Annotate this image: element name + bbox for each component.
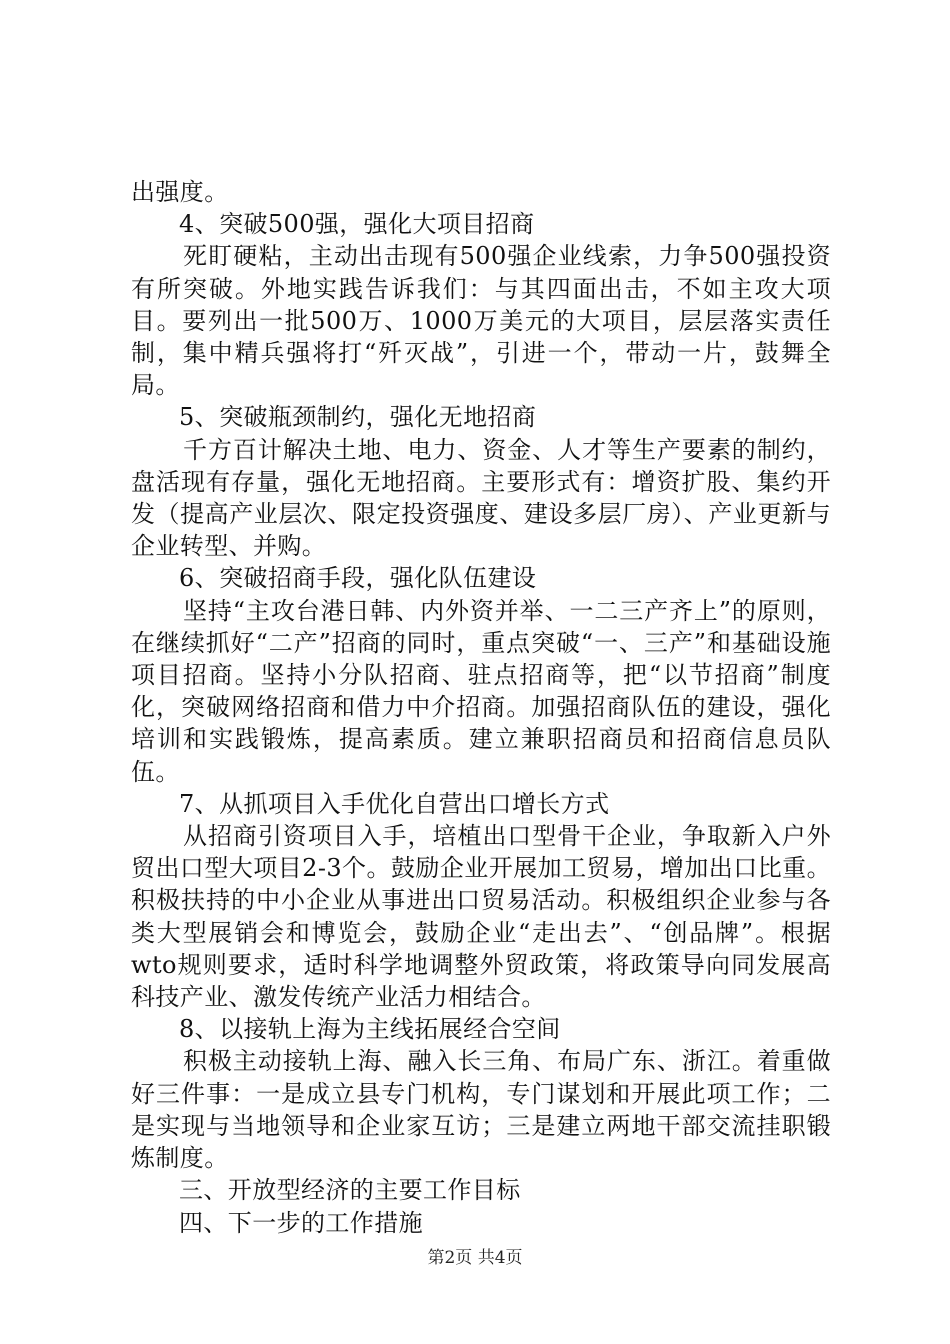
section-heading-5: 5、突破瓶颈制约，强化无地招商 — [179, 403, 537, 432]
section-heading-7: 7、从抓项目入手优化自营出口增长方式 — [179, 789, 610, 818]
section-heading-6: 6、突破招商手段，强化队伍建设 — [179, 564, 537, 593]
paragraph-section-8: 积极主动接轨上海、融入长三角、布局广东、浙江。着重做好三件事：一是成立县专门机构，专门谋划和开展此项工作；二是实现与当地领导和企业家互访；三是建立两地干部交流挂职锻炼制度。 — [131, 1047, 831, 1173]
paragraph-section-5: 千方百计解决土地、电力、资金、人才等生产要素的制约，盘活现有存量，强化无地招商。主要形式有：增资扩股、集约开发（提高产业层次、限定投资强度、建设多层厂房）、产业更新与企业转型、并购。 — [131, 435, 831, 561]
page-number-label: 第2页 共4页 — [427, 1248, 523, 1268]
section-heading-4: 4、突破500强，强化大项目招商 — [179, 210, 535, 239]
page-footer — [0, 1243, 950, 1268]
section-heading-8: 8、以接轨上海为主线拓展经合空间 — [179, 1015, 561, 1044]
paragraph-continuation: 出强度。 — [131, 178, 229, 206]
chapter-heading-4: 四、下一步的工作措施 — [179, 1208, 423, 1237]
paragraph-section-4: 死盯硬粘，主动出击现有500强企业线索，力争500强投资有所突破。外地实践告诉我们：与其四面出击，不如主攻大项目。要列出一批500万、1000万美元的大项目，层层落实责任制，集中精兵强将打“歼灭战”，引进一个，带动一片，鼓舞全局。 — [131, 242, 831, 400]
chapter-heading-3: 三、开放型经济的主要工作目标 — [179, 1176, 521, 1205]
paragraph-section-6: 坚持“主攻台港日韩、内外资并举、一二三产齐上”的原则，在继续抓好“二产”招商的同时，重点突破“一、三产”和基础设施项目招商。坚持小分队招商、驻点招商等，把“以节招商”制度化，突破网络招商和借力中介招商。加强招商队伍的建设，强化培训和实践锻炼，提高素质。建立兼职招商员和招商信息员队伍。 — [131, 596, 831, 786]
document-body — [131, 176, 831, 1239]
paragraph-section-7: 从招商引资项目入手，培植出口型骨干企业，争取新入户外贸出口型大项目2-3个。鼓励企业开展加工贸易，增加出口比重。积极扶持的中小企业从事进出口贸易活动。积极组织企业参与各类大型展销会和博览会，鼓励企业“走出去”、“创品牌”。根据wto规则要求，适时科学地调整外贸政策，将政策导向同发展高科技产业、激发传统产业活力相结合。 — [131, 822, 831, 1012]
